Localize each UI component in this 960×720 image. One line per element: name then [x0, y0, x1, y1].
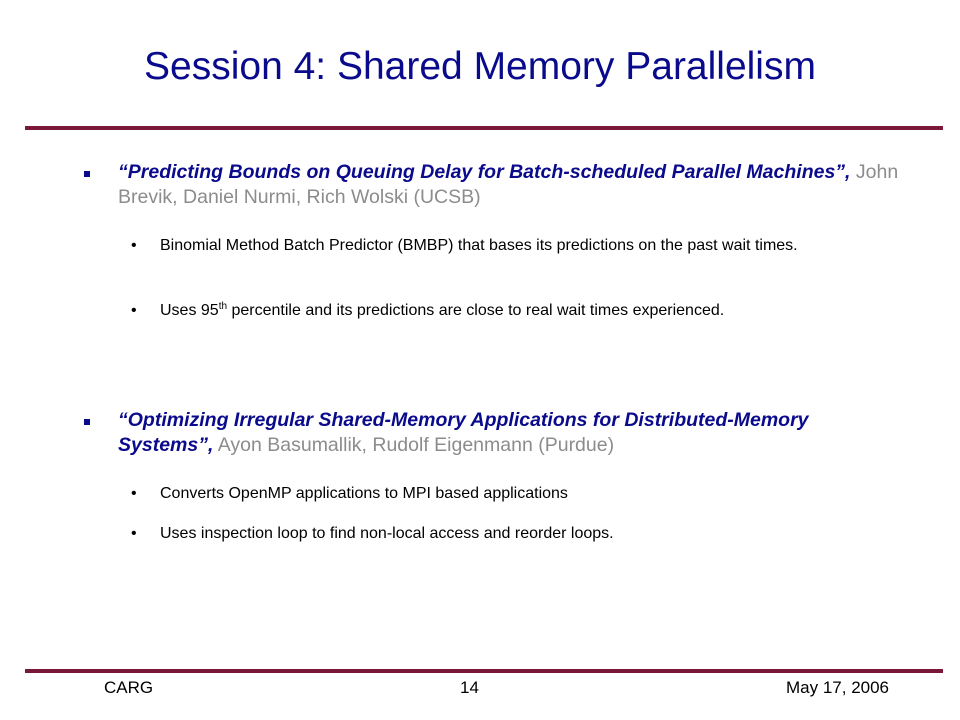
item-2-square-bullet — [84, 419, 90, 425]
footer-date: May 17, 2006 — [786, 678, 890, 697]
item-1-authors: John Brevik, Daniel Nurmi, Rich Wolski (UCSB) — [118, 161, 899, 208]
item-2-sub-1-text: Converts OpenMP applications to MPI based applications — [160, 485, 568, 502]
item-2-sub-2-text: Uses inspection loop to find non-local access and reorder loops. — [160, 525, 614, 542]
item-1-sub-2-sup: th — [218, 301, 228, 312]
item-1-sub-2-bullet: • — [131, 302, 137, 319]
item-2-sub-1-bullet: • — [131, 485, 137, 502]
footer-page-number: 14 — [460, 678, 479, 697]
item-2-title: “Optimizing Irregular Shared-Memory Applications for Distributed-Memory Systems”, — [118, 409, 809, 456]
item-1-title: “Predicting Bounds on Queuing Delay for Batch-scheduled Parallel Machines”, — [118, 161, 851, 183]
item-2-sub-2-bullet: • — [131, 525, 137, 542]
bottom-divider — [25, 669, 943, 673]
item-1-sub-1-bullet: • — [131, 237, 137, 254]
item-1-sub-2-post: percentile and its predictions are close to real wait times experienced. — [227, 302, 725, 319]
footer-left: CARG — [104, 678, 154, 697]
item-2-heading — [118, 408, 908, 458]
item-1-square-bullet — [84, 171, 90, 177]
item-1-heading — [118, 160, 908, 210]
item-2-authors: Ayon Basumallik, Rudolf Eigenmann (Purdue) — [217, 434, 615, 456]
item-1-sub-2-text — [160, 299, 870, 323]
item-1-sub-2-pre: Uses 95 — [160, 302, 219, 319]
slide-title: Session 4: Shared Memory Parallelism — [144, 45, 816, 88]
top-divider — [25, 126, 943, 130]
item-1-sub-1-text: Binomial Method Batch Predictor (BMBP) that bases its predictions on the past wait times. — [160, 237, 798, 254]
